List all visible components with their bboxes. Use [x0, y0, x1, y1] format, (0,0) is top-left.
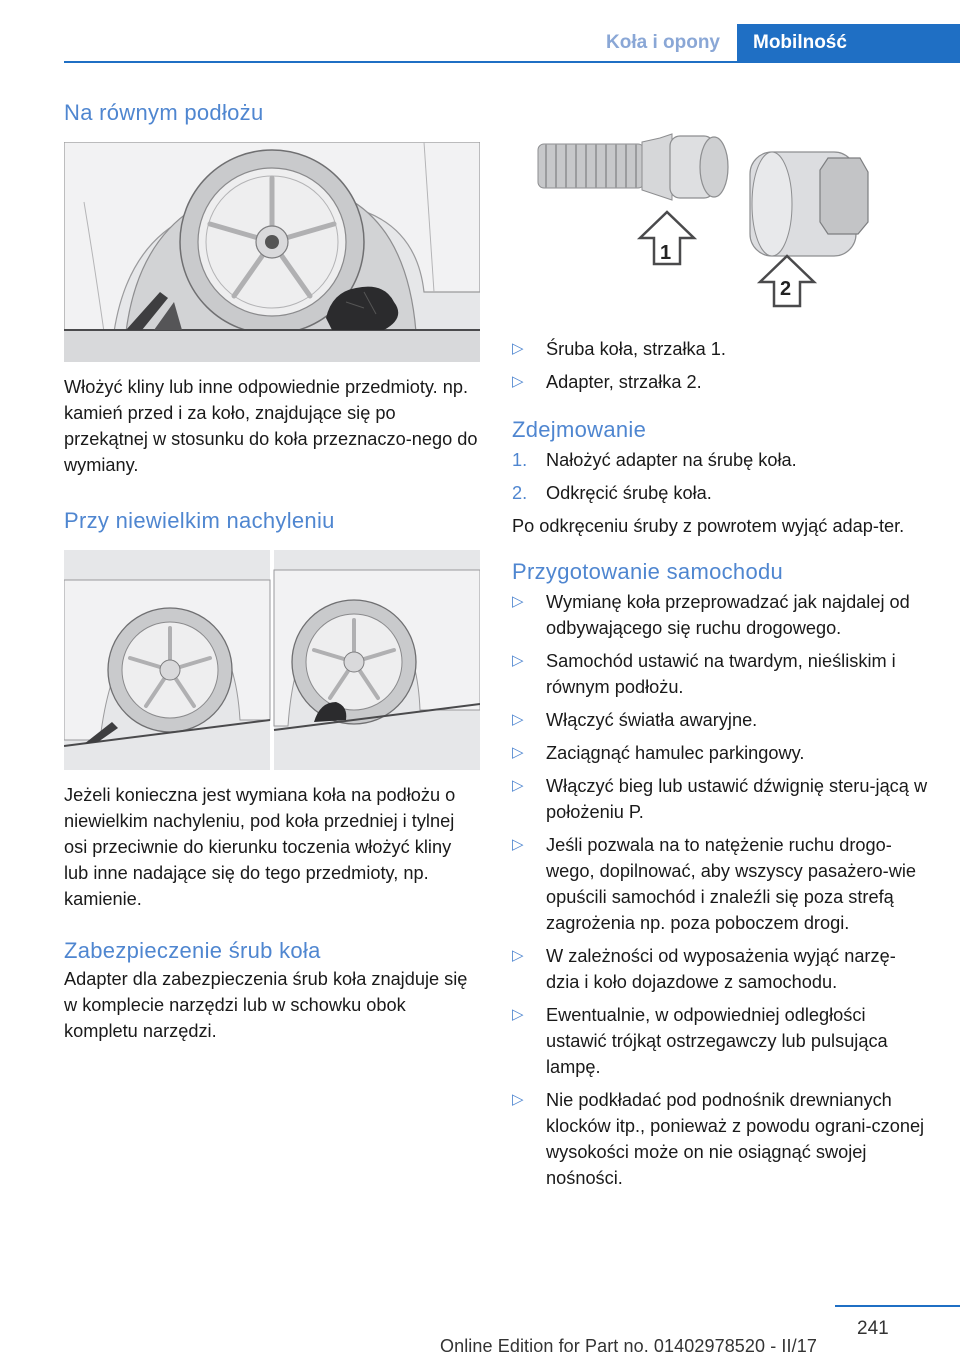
bullet-triangle-icon: ▷: [512, 1091, 524, 1108]
bullet-triangle-icon: ▷: [512, 711, 524, 728]
lock-bolt-illustration-wrap: [512, 130, 928, 320]
footer-rule: [835, 1305, 960, 1307]
step-item: 2. Odkręcić śrubę koła.: [512, 483, 712, 503]
callout-label-2: 2: [780, 278, 792, 300]
prep-item: ▷ Nie podkładać pod podnośnik drewnianych klocków itp., ponieważ z powodu ograni-czonej wysokości może on nie osiągnąć swojej nośności.: [512, 1087, 928, 1191]
page-number: 241: [857, 1318, 889, 1339]
edition-note: Online Edition for Part no. 01402978520 - II/17: [440, 1336, 817, 1356]
legend-item: ▷ Adapter, strzałka 2.: [512, 369, 928, 395]
legend-list: [512, 336, 928, 395]
header-rule: [64, 61, 960, 63]
steps-list: [512, 447, 928, 506]
heading-slope: Przy niewielkim nachyleniu: [64, 508, 335, 533]
preparation-list: [512, 589, 928, 1191]
lock-bolt-adapter-illustration: [512, 130, 928, 320]
prep-item: ▷ Ewentualnie, w odpowiedniej odległości ustawić trójkąt ostrzegawczy lub pulsująca lampę.: [512, 1002, 928, 1080]
wheel-chock-flat-illustration: [64, 142, 480, 362]
prep-item: ▷ Jeśli pozwala na to natężenie ruchu drogo-wego, dopilnować, aby wszyscy pasażero-wie opuścili samochód i znaleźli się poza strefą zagrożenia np. poza poboczem drogi.: [512, 832, 928, 936]
bullet-triangle-icon: ▷: [512, 836, 524, 853]
heading-flat-ground: Na równym podłożu: [64, 100, 264, 125]
section-tab: Koła i opony: [606, 32, 720, 53]
bullet-triangle-icon: ▷: [512, 777, 524, 794]
wheel-chock-slope-illustration: [64, 550, 480, 770]
heading-preparation: Przygotowanie samochodu: [512, 559, 784, 584]
bullet-triangle-icon: ▷: [512, 652, 524, 669]
heading-wheel-lock: Zabezpieczenie śrub koła: [64, 938, 321, 963]
bullet-triangle-icon: ▷: [512, 340, 524, 357]
bullet-triangle-icon: ▷: [512, 1006, 524, 1023]
chapter-tab: Mobilność: [737, 24, 960, 62]
page-header: [0, 0, 960, 62]
prep-item: ▷ Samochód ustawić na twardym, nieśliskim i równym podłożu.: [512, 648, 928, 700]
paragraph-after-remove: Po odkręceniu śruby z powrotem wyjąć adap-ter.: [512, 516, 905, 536]
callout-label-1: 1: [660, 242, 672, 264]
bullet-triangle-icon: ▷: [512, 593, 524, 610]
right-column: [512, 130, 928, 1198]
prep-item: ▷ Wymianę koła przeprowadzać jak najdalej od odbywającego się ruchu drogowego.: [512, 589, 928, 641]
bullet-triangle-icon: ▷: [512, 947, 524, 964]
legend-item: ▷ Śruba koła, strzałka 1.: [512, 336, 928, 362]
prep-item: ▷ Włączyć bieg lub ustawić dźwignię steru-jącą w położeniu P.: [512, 773, 928, 825]
step-item: 1. Nałożyć adapter na śrubę koła.: [512, 450, 797, 470]
heading-remove: Zdejmowanie: [512, 417, 647, 442]
paragraph-wheel-lock: Adapter dla zabezpieczenia śrub koła znajduje się w komplecie narzędzi lub w schowku obok kompletu narzędzi.: [64, 969, 468, 1041]
left-column: [64, 100, 480, 1044]
bullet-triangle-icon: ▷: [512, 744, 524, 761]
bullet-triangle-icon: ▷: [512, 373, 524, 390]
paragraph-slope: Jeżeli konieczna jest wymiana koła na podłożu o niewielkim nachyleniu, pod koła przedniej i tylnej osi przeciwnie do kierunku toczenia włożyć kliny lub inne nadające się do tego przedmioty, np. kamienie.: [64, 785, 456, 909]
prep-item: ▷ Zaciągnąć hamulec parkingowy.: [512, 740, 928, 766]
prep-item: ▷ W zależności od wyposażenia wyjąć narzę-dzia i koło dojazdowe z samochodu.: [512, 943, 928, 995]
paragraph-flat-ground: Włożyć kliny lub inne odpowiednie przedmioty. np. kamień przed i za koło, znajdujące się po przekątnej w stosunku do koła przeznaczo-nego do wymiany.: [64, 377, 478, 475]
prep-item: ▷ Włączyć światła awaryjne.: [512, 707, 928, 733]
